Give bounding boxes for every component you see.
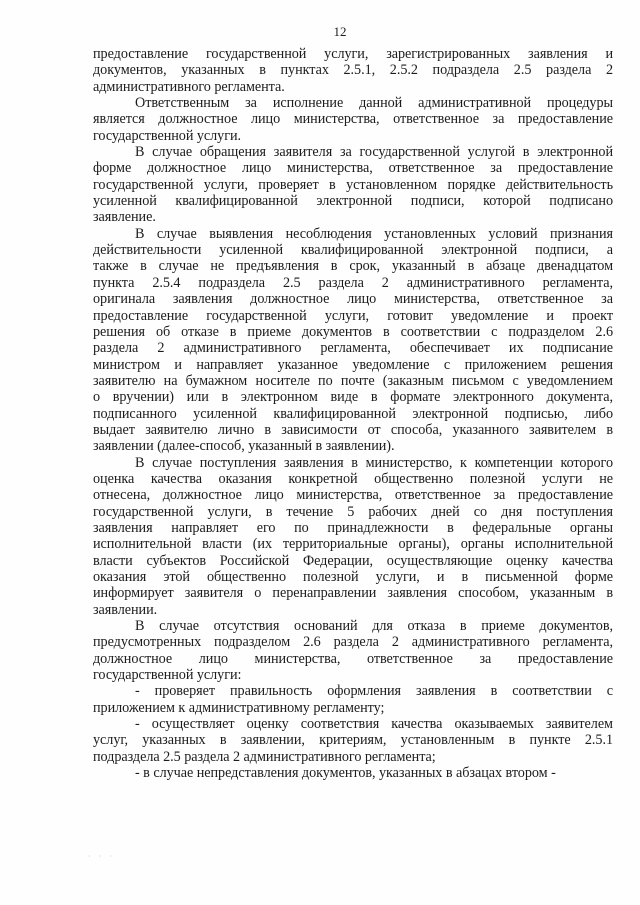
text-line: В случае обращения заявителя за государственной услугой в электронной — [135, 144, 613, 161]
text-line: информирует заявителя о перенаправлении заявления способом, указанным в — [93, 585, 613, 602]
text-line: - проверяет правильность оформления заявления в соответствии с — [135, 683, 613, 700]
text-line: административного регламента. — [93, 78, 285, 95]
text-line: документов, указанных в пунктах 2.5.1, 2.5.2 подраздела 2.5 раздела 2 — [93, 62, 613, 79]
paragraph-electronic-application — [93, 144, 613, 226]
text-line: заявлении. — [93, 601, 158, 618]
text-line: В случае отсутствия оснований для отказа в приеме документов, — [135, 618, 613, 635]
text-line: должностное лицо министерства, ответственное за предоставление — [93, 650, 613, 667]
paragraph-responsible-official — [93, 95, 613, 144]
text-line: В случае поступления заявления в министерство, к компетенции которого — [135, 454, 613, 471]
text-line: пункта 2.5.4 подраздела 2.5 раздела 2 административного регламента, — [93, 274, 613, 291]
text-line: усиленной квалифицированной электронной подписи, которой подписано — [93, 193, 613, 210]
text-line: заявлении (далее-способ, указанный в заявлении). — [93, 438, 395, 455]
text-line: выдает заявителю лично в зависимости от способа, указанного заявителем в — [93, 421, 613, 438]
scan-artifact: · · · — [88, 852, 115, 861]
text-line: исполнительной власти (их территориальные органы), органы исполнительной — [93, 536, 613, 553]
text-line: подраздела 2.5 раздела 2 административного регламента; — [93, 748, 436, 765]
text-line: предоставление государственной услуги, готовит уведомление и проект — [93, 307, 613, 324]
text-line: предоставление государственной услуги, зарегистрированных заявления и — [93, 46, 613, 62]
text-line: государственной услуги. — [93, 127, 242, 144]
page-number: 12 — [333, 24, 347, 39]
text-line: услуг, указанных в заявлении, критериям, установленным в пункте 2.5.1 — [93, 732, 613, 749]
paragraph-continuation — [93, 46, 613, 95]
text-line: также в случае не предъявления в срок, указанный в абзаце двенадцатом — [93, 258, 613, 275]
text-line: государственной услуги, проверяет в установленном порядке действительность — [93, 176, 613, 193]
text-line: подписанного усиленной квалифицированной электронной подписью, либо — [93, 405, 613, 422]
text-line: заявления направляет его по принадлежности в федеральные органы — [93, 519, 613, 536]
text-line: отнесена, должностное лицо министерства, ответственное за предоставление — [93, 487, 613, 504]
paragraph-signature-noncompliance — [93, 226, 613, 455]
text-line: государственной услуги: — [93, 667, 242, 684]
text-line: власти субъектов Российской Федерации, осуществляющие оценку качества — [93, 552, 613, 569]
text-line: предусмотренных подразделом 2.6 раздела 2 административного регламента, — [93, 634, 613, 651]
text-line: оригинала заявления должностное лицо министерства, ответственное за — [93, 291, 613, 308]
text-line: - в случае непредставления документов, указанных в абзацах втором - — [135, 765, 556, 782]
paragraph-redirection — [93, 455, 613, 618]
text-line: заявление. — [93, 209, 156, 226]
text-line: решения об отказе в приеме документов в соответствии с подразделом 2.6 — [93, 323, 613, 340]
text-line: государственной услуги, в течение 5 рабочих дней со дня поступления — [93, 503, 613, 520]
paragraph-no-grounds-for-refusal — [93, 618, 613, 683]
text-line: - осуществляет оценку соответствия качества оказываемых заявителем — [135, 716, 613, 733]
text-line: форме должностное лицо министерства, ответственное за предоставление — [93, 160, 613, 177]
text-line: приложением к административному регламенту; — [93, 699, 385, 716]
text-line: заявителю на бумажном носителе по почте (заказным письмом с уведомлением — [93, 372, 613, 389]
list-item-quality-assessment — [93, 716, 613, 765]
text-line: министром и направляет указанное уведомление с приложением решения — [93, 356, 613, 373]
document-body — [93, 46, 613, 781]
text-line: действительности усиленной квалифицированной электронной подписи, а — [93, 242, 613, 259]
text-line: оказания этой общественно полезной услуги, и в письменной форме — [93, 569, 613, 585]
text-line: раздела 2 административного регламента, обеспечивает их подписание — [93, 340, 613, 357]
text-line: В случае выявления несоблюдения установленных условий признания — [135, 225, 613, 242]
list-item-check-correctness — [93, 683, 613, 716]
list-item-missing-documents — [93, 765, 613, 781]
text-line: оценка качества оказания конкретной общественно полезной услуги не — [93, 470, 613, 487]
text-line: Ответственным за исполнение данной административной процедуры — [135, 95, 613, 112]
text-line: является должностное лицо министерства, ответственное за предоставление — [93, 111, 613, 128]
text-line: о вручении) или в электронном виде в формате электронного документа, — [93, 389, 613, 406]
